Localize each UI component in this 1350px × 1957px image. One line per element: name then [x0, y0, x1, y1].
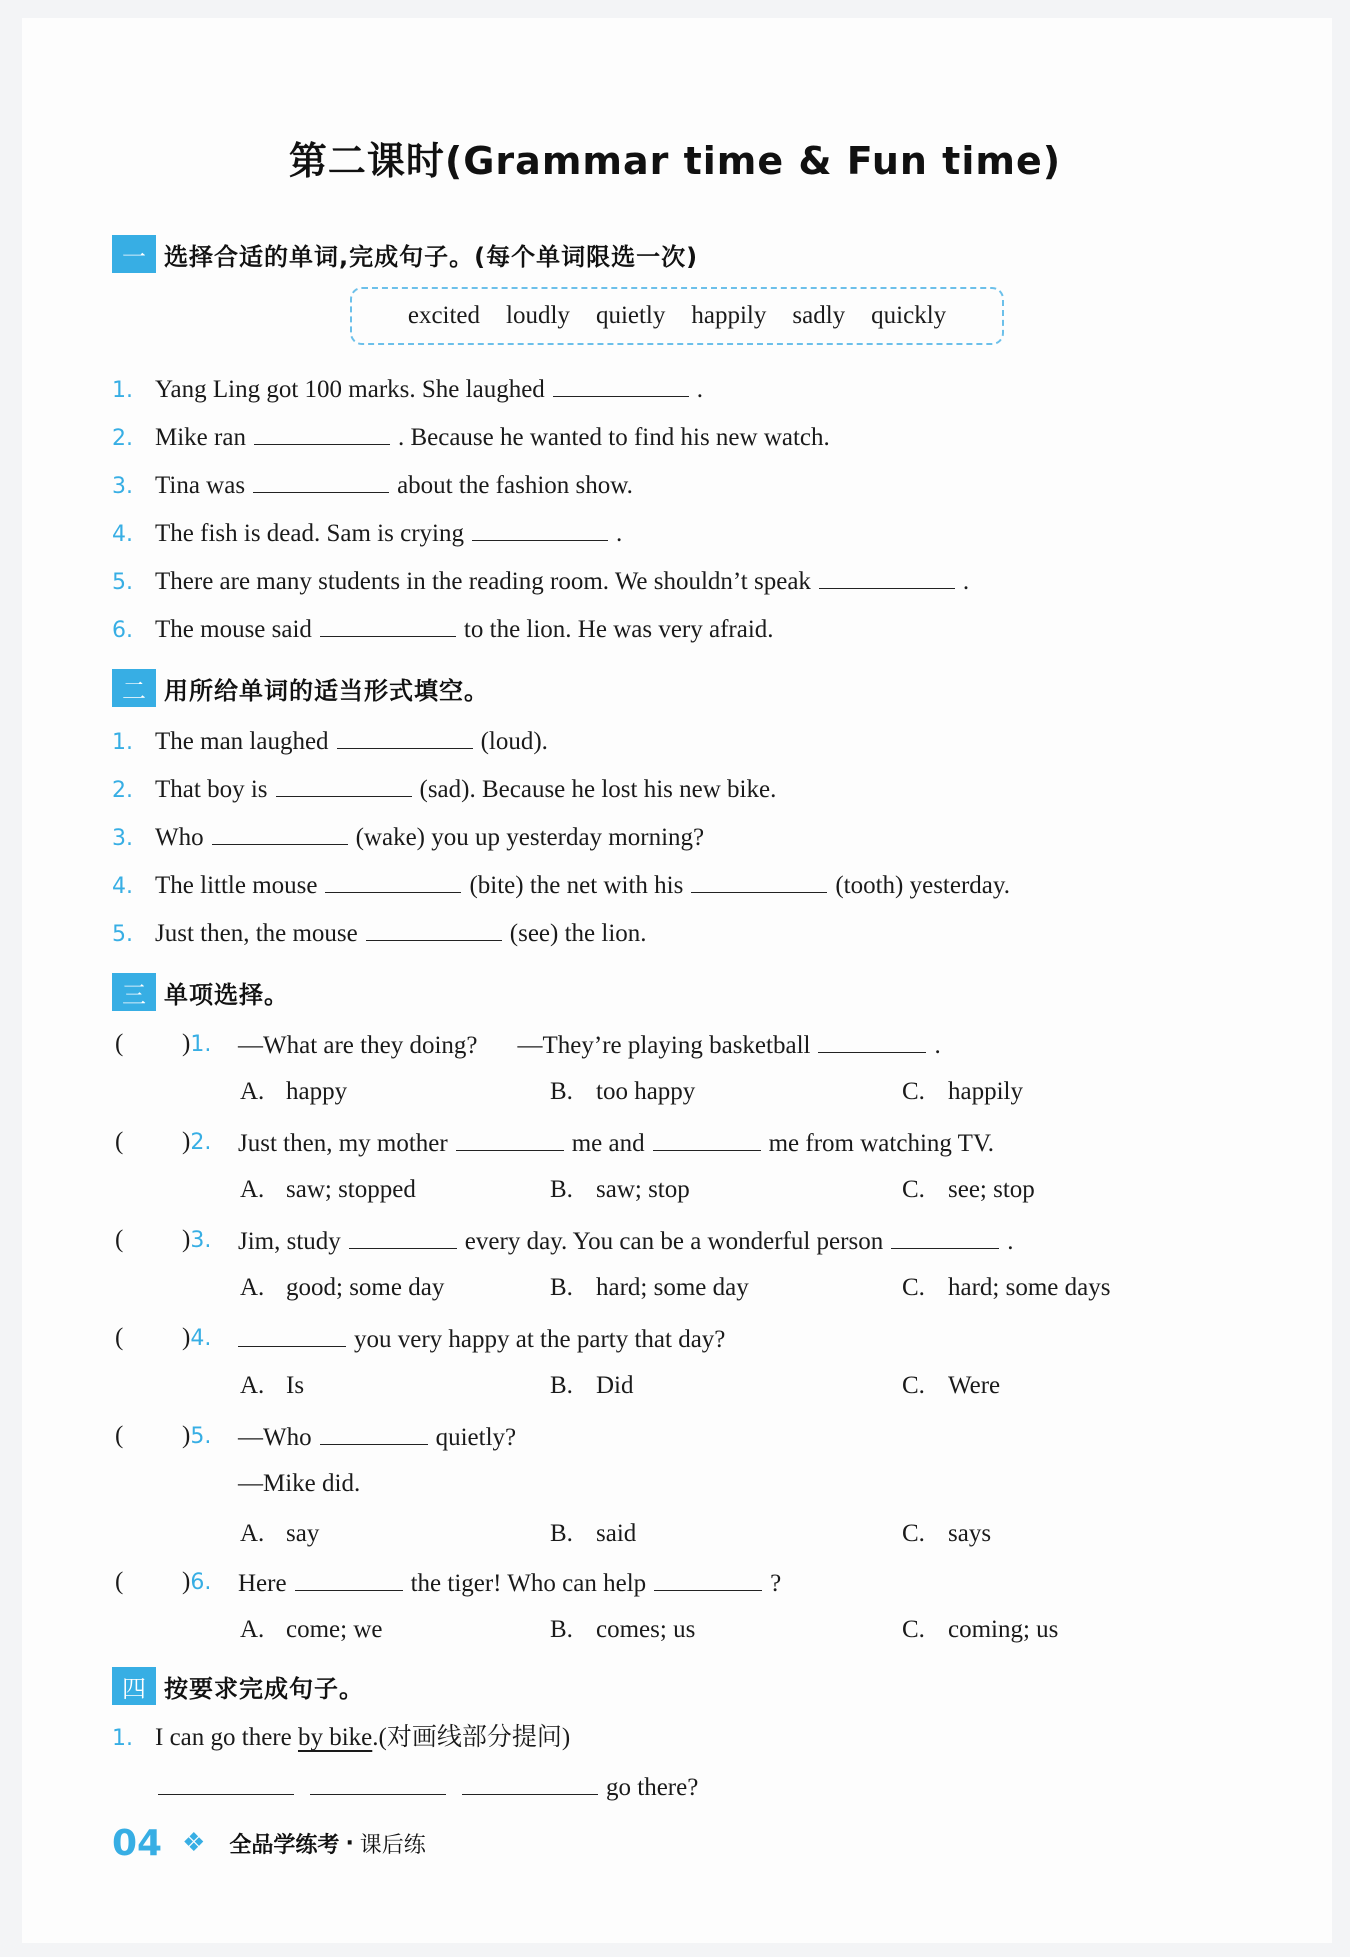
option-a[interactable]: A. Is: [240, 1372, 305, 1399]
answer-blank[interactable]: [818, 1026, 926, 1053]
answer-blank[interactable]: [320, 610, 456, 637]
question-number: 1.: [112, 378, 133, 403]
mc-question-number: )3.: [182, 1226, 212, 1253]
word-bank-item: loudly: [506, 302, 570, 329]
answer-bracket[interactable]: (: [115, 1422, 124, 1449]
option-c[interactable]: C. coming; us: [902, 1616, 1059, 1643]
question-text: The mouse said: [155, 616, 312, 643]
page-footer: [112, 1818, 426, 1868]
answer-bracket[interactable]: (: [115, 1226, 124, 1253]
answer-blank[interactable]: [891, 1222, 999, 1249]
question-number: 2.: [112, 426, 133, 451]
word-bank: [350, 287, 1004, 345]
answer-blank[interactable]: [320, 1418, 428, 1445]
mc-question-5-reply: —Mike did.: [238, 1470, 361, 1497]
mc-question-2: [238, 1124, 994, 1160]
section-badge: 四: [112, 1667, 156, 1705]
question-text: Mike ran: [155, 424, 246, 451]
footer-subtitle: 课后练: [359, 1832, 426, 1858]
question-text: ?: [770, 1570, 782, 1597]
mc-question-6: [238, 1564, 781, 1600]
question-text: .: [934, 1032, 941, 1059]
question-text: I can go there: [155, 1724, 292, 1751]
section-badge: 二: [112, 669, 156, 707]
question-text: Here: [238, 1570, 287, 1597]
option-a[interactable]: A. happy: [240, 1078, 348, 1105]
option-b[interactable]: B. said: [550, 1520, 637, 1547]
p2-question-4: [112, 866, 1010, 902]
question-text: you very happy at the party that day?: [354, 1326, 726, 1353]
answer-bracket[interactable]: (: [115, 1030, 124, 1057]
question-text: quietly?: [435, 1424, 517, 1451]
answer-blank[interactable]: [456, 1124, 564, 1151]
mc-question-number: )6.: [182, 1568, 212, 1595]
section-title: 按要求完成句子。: [164, 1674, 364, 1703]
question-text: (sad). Because he lost his new bike.: [419, 776, 777, 803]
answer-blank[interactable]: [276, 770, 412, 797]
option-a[interactable]: A. come; we: [240, 1616, 383, 1643]
word-bank-item: sadly: [792, 302, 846, 329]
option-a[interactable]: A. good; some day: [240, 1274, 445, 1301]
p4-question-1: [112, 1720, 570, 1756]
question-text: (tooth) yesterday.: [835, 872, 1011, 899]
section-badge: 三: [112, 973, 156, 1011]
option-c[interactable]: C. see; stop: [902, 1176, 1035, 1203]
answer-blank[interactable]: [310, 1768, 446, 1795]
question-number: 5.: [112, 570, 133, 595]
answer-blank[interactable]: [295, 1564, 403, 1591]
option-a[interactable]: A. saw; stopped: [240, 1176, 416, 1203]
answer-blank[interactable]: [691, 866, 827, 893]
option-b[interactable]: B. saw; stop: [550, 1176, 690, 1203]
question-text: .: [696, 376, 704, 403]
answer-blank[interactable]: [325, 866, 461, 893]
question-text: Jim, study: [238, 1228, 341, 1255]
answer-blank[interactable]: [819, 562, 955, 589]
question-text: me and: [571, 1130, 645, 1157]
question-text: .: [962, 568, 970, 595]
option-c[interactable]: C. happily: [902, 1078, 1023, 1105]
option-b[interactable]: B. comes; us: [550, 1616, 696, 1643]
section-title: 用所给单词的适当形式填空。: [164, 676, 489, 705]
answer-blank[interactable]: [349, 1222, 457, 1249]
p1-question-3: [112, 466, 633, 502]
mc-question-number: )5.: [182, 1422, 212, 1449]
p1-question-6: [112, 610, 774, 646]
section-4-header: [112, 1664, 364, 1708]
word-bank-item: quietly: [595, 302, 666, 329]
p2-question-2: [112, 770, 776, 806]
p2-question-5: [112, 914, 647, 950]
question-text: —Who: [238, 1424, 312, 1451]
question-text: to the lion. He was very afraid.: [463, 616, 774, 643]
option-b[interactable]: B. Did: [550, 1372, 634, 1399]
underlined-phrase: by bike: [297, 1724, 373, 1751]
question-text: The fish is dead. Sam is crying: [155, 520, 464, 547]
question-text: The man laughed: [155, 728, 329, 755]
question-number: 1.: [112, 1726, 133, 1751]
answer-blank[interactable]: [337, 722, 473, 749]
mc-question-5: [238, 1418, 516, 1454]
answer-blank[interactable]: [238, 1320, 346, 1347]
question-text: The little mouse: [155, 872, 318, 899]
question-text: —What are they doing?: [238, 1032, 478, 1059]
option-a[interactable]: A. say: [240, 1520, 320, 1547]
p1-question-5: [112, 562, 969, 598]
answer-blank[interactable]: [553, 370, 689, 397]
answer-blank[interactable]: [654, 1564, 762, 1591]
question-text: Who: [155, 824, 204, 851]
page-title: 第二课时(Grammar time & Fun time): [288, 139, 1062, 183]
p2-question-1: [112, 722, 548, 758]
answer-blank[interactable]: [158, 1768, 294, 1795]
mc-question-4: [238, 1320, 725, 1356]
question-number: 3.: [112, 826, 133, 851]
mc-question-3: [238, 1222, 1013, 1258]
question-number: 3.: [112, 474, 133, 499]
question-number: 6.: [112, 618, 133, 643]
option-c[interactable]: C. says: [902, 1520, 992, 1547]
mc-question-number: )1.: [182, 1030, 212, 1057]
question-instruction: .(对画线部分提问): [372, 1724, 571, 1751]
question-text: Tina was: [155, 472, 246, 499]
answer-blank[interactable]: [462, 1768, 598, 1795]
brand-name: 全品学练考: [229, 1832, 340, 1858]
question-text: (bite) the net with his: [469, 872, 684, 899]
option-c[interactable]: C. Were: [902, 1372, 1001, 1399]
answer-bracket[interactable]: (: [115, 1324, 124, 1351]
answer-bracket[interactable]: (: [115, 1568, 124, 1595]
question-number: 2.: [112, 778, 133, 803]
section-3-header: [112, 970, 289, 1014]
footer-dot: ·: [345, 1830, 354, 1856]
question-text: about the fashion show.: [397, 472, 633, 499]
question-number: 4.: [112, 874, 133, 899]
p2-question-3: [112, 818, 704, 854]
option-b[interactable]: B. hard; some day: [550, 1274, 749, 1301]
word-bank-item: happily: [691, 302, 767, 329]
question-text: (loud).: [480, 728, 548, 755]
word-bank-item: quickly: [871, 302, 947, 329]
answer-bracket[interactable]: (: [115, 1128, 124, 1155]
option-c[interactable]: C. hard; some days: [902, 1274, 1111, 1301]
mc-question-1: [238, 1026, 941, 1062]
answer-blank[interactable]: [253, 466, 389, 493]
diamond-icon: ❖: [182, 1828, 206, 1857]
answer-blank[interactable]: [366, 914, 502, 941]
word-bank-item: excited: [407, 302, 481, 329]
question-number: 5.: [112, 922, 133, 947]
answer-blank[interactable]: [254, 418, 390, 445]
option-b[interactable]: B. too happy: [550, 1078, 696, 1105]
question-text: .: [1007, 1228, 1014, 1255]
answer-blank[interactable]: [212, 818, 348, 845]
question-text: (see) the lion.: [509, 920, 647, 947]
section-2-header: [112, 666, 489, 710]
question-text: .: [615, 520, 623, 547]
question-text: (wake) you up yesterday morning?: [355, 824, 705, 851]
question-text: —They’re playing basketball: [517, 1032, 811, 1059]
answer-blank[interactable]: [472, 514, 608, 541]
question-text: . Because he wanted to find his new watch.: [397, 424, 830, 451]
section-title: 选择合适的单词,完成句子。(每个单词限选一次): [164, 242, 699, 271]
p1-question-1: [112, 370, 703, 406]
p1-question-2: [112, 418, 830, 454]
question-number: 4.: [112, 522, 133, 547]
section-title: 单项选择。: [164, 980, 289, 1009]
question-text: go there?: [606, 1774, 699, 1801]
section-badge: 一: [112, 235, 156, 273]
question-text: every day. You can be a wonderful person: [464, 1228, 884, 1255]
mc-question-number: )2.: [182, 1128, 212, 1155]
question-text: There are many students in the reading room. We shouldn’t speak: [155, 568, 811, 595]
section-1-header: [112, 232, 698, 276]
answer-blank[interactable]: [653, 1124, 761, 1151]
question-text: me from watching TV.: [768, 1130, 995, 1157]
question-number: 1.: [112, 730, 133, 755]
question-text: Just then, the mouse: [155, 920, 358, 947]
p4-answer-line: [150, 1768, 698, 1804]
question-text: That boy is: [155, 776, 268, 803]
p1-question-4: [112, 514, 622, 550]
mc-question-number: )4.: [182, 1324, 212, 1351]
page-number: 04: [112, 1822, 163, 1864]
question-text: the tiger! Who can help: [410, 1570, 647, 1597]
question-text: Just then, my mother: [238, 1130, 448, 1157]
question-text: Yang Ling got 100 marks. She laughed: [155, 376, 545, 403]
